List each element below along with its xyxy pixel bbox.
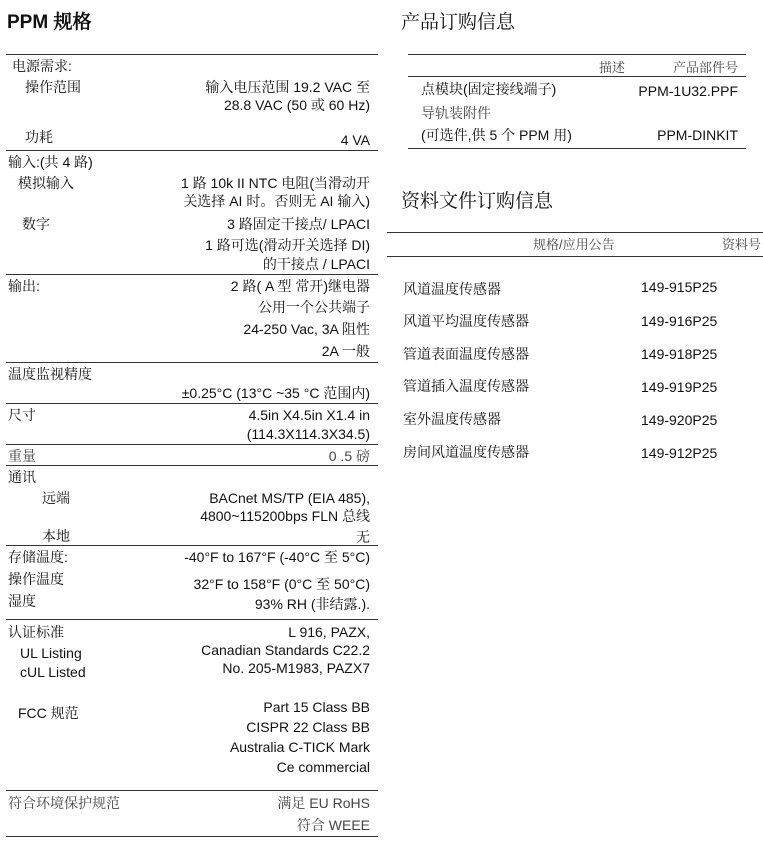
remote-line2: 4800~115200bps FLN 总线	[200, 508, 370, 524]
doc-id-5: 149-912P25	[641, 445, 718, 461]
col-spec-header: 规格/应用公告	[533, 237, 615, 252]
dimensions-label: 尺寸	[8, 407, 36, 423]
digital-label: 数字	[22, 216, 50, 232]
docs-title: 资料文件订购信息	[401, 191, 554, 212]
inputs-header: 输入:(共 4 路)	[8, 154, 93, 170]
accuracy-label: 温度监视精度	[8, 366, 92, 382]
col-doc-header: 资料号	[721, 237, 761, 252]
consumption-label: 功耗	[25, 129, 53, 145]
compliance-line1: 满足 EU RoHS	[277, 795, 370, 811]
divider	[408, 76, 746, 77]
divider	[6, 444, 378, 445]
cul-label: cUL Listed	[20, 664, 86, 680]
ordering-desc-1: 导轨装附件	[421, 105, 491, 121]
dimensions-line1: 4.5in X4.5in X1.4 in	[248, 407, 370, 423]
doc-name-0: 风道温度传感器	[403, 281, 501, 297]
storage-label: 存储温度:	[8, 549, 68, 565]
remote-line1: BACnet MS/TP (EIA 485),	[209, 490, 370, 506]
local-value: 无	[356, 529, 370, 545]
col-part-header: 产品部件号	[672, 60, 738, 75]
fcc-label: FCC 规范	[18, 705, 79, 721]
divider	[6, 54, 378, 55]
consumption-value: 4 VA	[340, 132, 370, 148]
divider	[6, 836, 378, 837]
ordering-part-0: PPM-1U32.PPF	[638, 83, 738, 99]
fcc-line3: Australia C-TICK Mark	[229, 739, 370, 755]
doc-name-3: 管道插入温度传感器	[403, 378, 529, 394]
col-desc-header: 描述	[599, 60, 626, 75]
humidity-label: 湿度	[8, 593, 36, 609]
power-header: 电源需求:	[12, 58, 72, 74]
divider	[6, 362, 378, 363]
divider	[408, 148, 746, 149]
compliance-label: 符合环境保护规范	[8, 795, 120, 811]
humidity-value: 93% RH (非结露.).	[254, 596, 370, 612]
doc-id-3: 149-919P25	[641, 379, 718, 395]
digital-line1: 3 路固定干接点/ LPACI	[227, 216, 370, 232]
doc-name-4: 室外温度传感器	[403, 411, 501, 427]
ul-line2: Canadian Standards C22.2	[201, 642, 370, 658]
local-label: 本地	[42, 528, 70, 544]
range-line1: 输入电压范围 19.2 VAC 至	[205, 79, 370, 95]
divider	[387, 256, 763, 257]
weight-label: 重量	[8, 448, 36, 464]
page-title: PPM 规格	[7, 12, 92, 33]
ordering-title: 产品订购信息	[401, 12, 516, 33]
ordering-desc-0: 点模块(固定接线端子)	[421, 81, 557, 97]
outputs-line2: 公用一个公共端子	[258, 299, 370, 315]
range-line2: 28.8 VAC (50 或 60 Hz)	[223, 97, 370, 113]
divider	[6, 150, 378, 151]
divider	[6, 403, 378, 404]
outputs-line4: 2A 一般	[321, 343, 370, 359]
outputs-line1: 2 路( A 型 常开)继电器	[230, 278, 370, 294]
divider	[387, 232, 763, 233]
outputs-header: 输出:	[8, 278, 40, 294]
divider	[408, 54, 746, 55]
operating-label: 操作温度	[8, 571, 64, 587]
divider	[6, 274, 378, 275]
divider	[6, 619, 378, 620]
analog-label: 模拟输入	[18, 175, 74, 191]
fcc-line1: Part 15 Class BB	[263, 699, 370, 715]
divider	[6, 545, 378, 546]
weight-value: 0 .5 磅	[328, 448, 370, 464]
ordering-part-2: PPM-DINKIT	[657, 127, 738, 143]
doc-id-2: 149-918P25	[641, 346, 718, 362]
ordering-desc-2: (可选件,供 5 个 PPM 用)	[421, 127, 572, 143]
doc-id-4: 149-920P25	[641, 412, 718, 428]
digital-line2: 1 路可选(滑动开关选择 DI)	[205, 237, 370, 253]
analog-line1: 1 路 10k II NTC 电阻(当滑动开	[180, 175, 370, 191]
ul-line1: L 916, PAZX,	[288, 624, 370, 640]
compliance-line2: 符合 WEEE	[296, 817, 370, 833]
doc-id-0: 149-915P25	[641, 279, 718, 295]
divider	[6, 465, 378, 466]
doc-name-2: 管道表面温度传感器	[403, 346, 529, 362]
doc-name-5: 房间风道温度传感器	[403, 444, 529, 460]
ul-label: UL Listing	[20, 645, 82, 661]
fcc-line4: Ce commercial	[276, 759, 370, 775]
outputs-line3: 24-250 Vac, 3A 阻性	[243, 321, 370, 337]
range-label: 操作范围	[25, 79, 81, 95]
doc-name-1: 风道平均温度传感器	[403, 313, 529, 329]
cert-header: 认证标准	[8, 624, 64, 640]
comms-header: 通讯	[8, 469, 36, 485]
digital-line3: 的干接点 / LPACI	[262, 256, 370, 272]
divider	[6, 790, 378, 791]
doc-id-1: 149-916P25	[641, 313, 718, 329]
storage-value: -40°F to 167°F (-40°C 至 5°C)	[184, 549, 370, 565]
operating-value: 32°F to 158°F (0°C 至 50°C)	[193, 576, 370, 592]
accuracy-value: ±0.25°C (13°C ~35 °C 范围内)	[181, 385, 370, 401]
remote-label: 远端	[42, 490, 70, 506]
dimensions-line2: (114.3X114.3X34.5)	[246, 426, 370, 442]
analog-line2: 关选择 AI 时。否则无 AI 输入)	[183, 193, 370, 209]
ul-line3: No. 205-M1983, PAZX7	[222, 660, 370, 676]
fcc-line2: CISPR 22 Class BB	[246, 719, 370, 735]
